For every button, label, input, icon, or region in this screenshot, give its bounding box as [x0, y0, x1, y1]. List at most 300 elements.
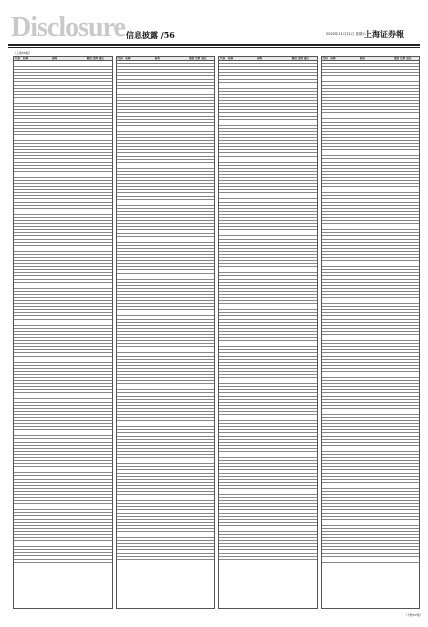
table-cell [125, 517, 154, 519]
table-cell [155, 329, 188, 331]
table-cell [52, 329, 85, 331]
table-cell [188, 538, 195, 540]
table-cell [85, 443, 92, 445]
table-cell [117, 427, 126, 429]
table-cell [360, 363, 393, 365]
table-cell [405, 243, 419, 245]
table-cell [257, 350, 290, 352]
table-cell [117, 357, 126, 359]
table-cell [330, 400, 359, 402]
table-cell [85, 307, 92, 309]
table-cell [405, 107, 419, 109]
table-cell [52, 378, 85, 380]
table-cell [14, 95, 23, 97]
table-cell [405, 424, 419, 426]
table-cell [405, 557, 419, 562]
table-cell [360, 492, 393, 494]
table-cell [200, 292, 214, 294]
table-cell [23, 110, 52, 112]
table-cell [188, 113, 195, 115]
table-cell [330, 363, 359, 365]
table-cell [52, 273, 85, 275]
table-cell [98, 110, 112, 112]
table-cell [290, 252, 297, 254]
table-cell [125, 421, 154, 426]
table-cell [188, 397, 195, 399]
table-cell [322, 273, 331, 275]
table-cell [14, 116, 23, 118]
table-cell [200, 218, 214, 220]
table-cell [98, 218, 112, 220]
table-cell [85, 187, 92, 189]
table-cell [303, 150, 317, 152]
table-cell [23, 313, 52, 315]
table-cell [330, 221, 359, 223]
table-cell [98, 332, 112, 334]
table-cell [393, 61, 400, 63]
table-cell [98, 363, 112, 365]
table-cell [360, 206, 393, 208]
table-cell [52, 123, 85, 125]
table-cell [219, 101, 228, 103]
table-cell [257, 203, 290, 205]
table-cell [85, 258, 92, 260]
table-cell [405, 384, 419, 386]
table-cell [200, 443, 214, 445]
table-cell [188, 495, 195, 500]
table-cell [219, 181, 228, 183]
table-cell [330, 316, 359, 318]
table-cell [23, 350, 52, 352]
table-cell [257, 224, 290, 226]
table-cell [290, 70, 297, 72]
table-cell [228, 421, 257, 423]
table-cell [125, 347, 154, 352]
table-cell [52, 150, 85, 152]
table-cell [200, 480, 214, 482]
table-cell [14, 541, 23, 546]
table-cell [303, 557, 317, 559]
table-cell [322, 215, 331, 217]
table-cell [52, 224, 85, 226]
table-cell [14, 498, 23, 500]
table-cell [155, 504, 188, 506]
table-cell [188, 135, 195, 137]
table-cell [85, 329, 92, 331]
table-cell [155, 104, 188, 106]
table-cell [393, 538, 400, 540]
table-cell [125, 221, 154, 223]
table-cell [117, 452, 126, 454]
table-cell [23, 159, 52, 161]
table-cell [257, 215, 290, 217]
table-cell [23, 150, 52, 152]
table-cell [155, 538, 188, 540]
table-cell [85, 236, 92, 238]
table-cell [322, 175, 331, 177]
table-cell [117, 101, 126, 103]
table-cell [155, 138, 188, 140]
table-cell [257, 267, 290, 272]
table-cell [393, 138, 400, 140]
table-cell [228, 474, 257, 476]
table-cell [14, 104, 23, 106]
table-cell [23, 384, 52, 386]
table-cell [155, 520, 188, 522]
table-cell [228, 92, 257, 94]
table-cell [405, 357, 419, 359]
table-cell [330, 326, 359, 328]
table-cell [290, 489, 297, 494]
table-cell [125, 326, 154, 328]
table-cell [322, 320, 331, 322]
header-note: 备注 [303, 57, 309, 60]
table-cell [14, 403, 23, 405]
table-cell [360, 381, 393, 383]
table-cell [23, 399, 52, 401]
table-cell [228, 461, 257, 463]
table-cell [14, 532, 23, 534]
table-cell [228, 449, 257, 451]
table-cell [188, 95, 195, 97]
table-cell [228, 113, 257, 115]
table-cell [290, 320, 297, 322]
table-cell [322, 67, 331, 69]
table-cell [23, 357, 52, 362]
table-cell [360, 113, 393, 118]
table-cell [23, 156, 52, 158]
table-cell [85, 298, 92, 300]
table-cell [228, 236, 257, 238]
table-cell [257, 163, 290, 165]
table-cell [393, 295, 400, 297]
table-cell [155, 261, 188, 263]
table-cell [52, 295, 85, 297]
table-cell [405, 353, 419, 355]
table-cell [257, 424, 290, 426]
table-cell [330, 138, 359, 140]
table-cell [117, 304, 126, 306]
table-cell [219, 89, 228, 91]
table-cell [85, 190, 92, 192]
table-cell [219, 249, 228, 251]
table-cell [52, 455, 85, 457]
table-cell [200, 393, 214, 395]
table-cell [14, 215, 23, 217]
table-cell [290, 89, 297, 91]
table-cell [98, 556, 112, 558]
table-cell [155, 193, 188, 195]
table-cell [360, 378, 393, 380]
table-cell [322, 400, 331, 402]
table-cell [98, 357, 112, 362]
table-cell [330, 224, 359, 229]
table-cell [303, 117, 317, 119]
table-cell [330, 360, 359, 362]
table-cell [290, 501, 297, 503]
table-column-block [116, 56, 216, 609]
table-cell [393, 150, 400, 155]
table-cell [330, 320, 359, 322]
table-cell [188, 163, 195, 168]
table-cell [322, 110, 331, 112]
table-cell [303, 458, 317, 460]
table-cell [360, 243, 393, 245]
table-cell [52, 301, 85, 303]
table-cell [188, 255, 195, 257]
table-cell [228, 209, 257, 211]
table-cell [322, 283, 331, 285]
table-cell [85, 230, 92, 232]
table-cell [98, 153, 112, 155]
table-cell [117, 138, 126, 140]
table-cell [360, 307, 393, 309]
table-cell [290, 184, 297, 186]
table-cell [257, 427, 290, 429]
table-cell [117, 274, 126, 279]
table-cell [219, 477, 228, 479]
table-cell [85, 480, 92, 482]
table-cell [125, 440, 154, 442]
table-cell [219, 366, 228, 368]
table-cell [14, 166, 23, 168]
table-cell [117, 61, 126, 63]
table-cell [360, 178, 393, 180]
table-cell [14, 73, 23, 75]
table-cell [228, 415, 257, 420]
table-cell [155, 264, 188, 266]
table-cell [303, 215, 317, 217]
table-cell [290, 507, 297, 509]
table-cell [14, 390, 23, 392]
table-cell [393, 313, 400, 315]
table-cell [322, 326, 331, 328]
table-cell [290, 366, 297, 368]
table-cell [330, 215, 359, 217]
table-cell [98, 424, 112, 426]
table-cell [393, 470, 400, 472]
table-cell [155, 126, 188, 131]
table-cell [155, 483, 188, 485]
table-cell [393, 169, 400, 171]
table-cell [360, 310, 393, 312]
table-cell [23, 560, 52, 562]
table-cell [14, 224, 23, 226]
table-cell [360, 267, 393, 269]
table-cell [322, 363, 331, 365]
table-cell [360, 276, 393, 278]
table-cell [393, 517, 400, 519]
table-cell [200, 153, 214, 155]
table-cell [322, 387, 331, 389]
table-cell [257, 378, 290, 383]
table-cell [188, 76, 195, 78]
table-cell [125, 323, 154, 325]
table-cell [188, 267, 195, 269]
table-cell [14, 366, 23, 368]
table-cell [228, 120, 257, 125]
table-cell [330, 196, 359, 198]
table-cell [52, 353, 85, 355]
table-cell [360, 283, 393, 285]
table-cell [14, 495, 23, 497]
table-cell [393, 280, 400, 282]
table-cell [290, 135, 297, 137]
table-cell [52, 261, 85, 263]
table-cell [125, 190, 154, 192]
table-cell [322, 73, 331, 75]
table-cell [14, 261, 23, 263]
table-cell [117, 160, 126, 162]
table-cell [155, 397, 188, 399]
table-cell [290, 421, 297, 423]
table-cell [14, 455, 23, 457]
table-cell [405, 313, 419, 315]
table-cell [98, 187, 112, 189]
table-cell [117, 372, 126, 374]
table-cell [188, 409, 195, 411]
table-cell [360, 421, 393, 423]
table-cell [330, 550, 359, 552]
table-cell [228, 323, 257, 325]
table-cell [360, 532, 393, 534]
table-cell [85, 476, 92, 478]
table-cell [219, 212, 228, 214]
table-cell [14, 538, 23, 540]
table-cell [14, 280, 23, 282]
table-cell [405, 363, 419, 365]
table-cell [14, 243, 23, 245]
table-cell [200, 529, 214, 531]
table-cell [155, 458, 188, 463]
table-cell [303, 547, 317, 549]
table-cell [322, 341, 331, 343]
table-cell [290, 169, 297, 171]
table-cell [219, 403, 228, 405]
table-cell [98, 535, 112, 537]
table-cell [188, 110, 195, 112]
table-cell [303, 166, 317, 168]
table-cell [14, 473, 23, 475]
table-cell [290, 126, 297, 128]
table-cell [228, 267, 257, 272]
table-cell [188, 80, 195, 82]
table-cell [125, 403, 154, 405]
table-cell [200, 83, 214, 85]
table-cell [303, 350, 317, 352]
table-cell [23, 215, 52, 217]
table-cell [330, 258, 359, 260]
table-cell [290, 236, 297, 238]
table-cell [200, 163, 214, 168]
table-cell [155, 523, 188, 525]
table-cell [98, 387, 112, 389]
table-cell [405, 483, 419, 488]
table-cell [322, 418, 331, 420]
table-cell [23, 473, 52, 475]
table-cell [200, 344, 214, 346]
table-column-block [321, 56, 421, 609]
table-cell [322, 329, 331, 331]
table-cell [322, 378, 331, 380]
table-cell [188, 433, 195, 435]
table-cell [98, 181, 112, 183]
table-cell [219, 110, 228, 112]
table-cell [23, 187, 52, 189]
table-cell [117, 255, 126, 257]
table-cell [155, 440, 188, 442]
table-cell [330, 492, 359, 494]
table-cell [52, 126, 85, 128]
table-cell [85, 267, 92, 269]
table-cell [85, 510, 92, 512]
table-cell [188, 224, 195, 226]
table-cell [117, 390, 126, 392]
table-cell [303, 157, 317, 162]
table-cell [290, 532, 297, 534]
table-cell [360, 132, 393, 134]
table-cell [257, 126, 290, 128]
table-cell [290, 557, 297, 559]
table-cell [290, 246, 297, 248]
table-cell [188, 264, 195, 266]
table-cell [14, 406, 23, 408]
table-cell [125, 366, 154, 368]
table-cell [188, 89, 195, 94]
table-cell [52, 538, 85, 540]
table-cell [228, 126, 257, 128]
table-cell [98, 436, 112, 438]
table-cell [228, 495, 257, 497]
table-cell [200, 175, 214, 177]
table-cell [52, 221, 85, 223]
table-cell [360, 280, 393, 282]
table-cell [117, 449, 126, 451]
table-cell [330, 489, 359, 491]
table-cell [303, 390, 317, 392]
table-cell [405, 393, 419, 395]
table-cell [360, 544, 393, 546]
table-cell [117, 280, 126, 282]
header-code: 代码 [322, 57, 328, 60]
table-cell [14, 526, 23, 528]
table-cell [52, 535, 85, 537]
table-cell [188, 440, 195, 442]
table-cell [125, 138, 154, 140]
table-cell [360, 467, 393, 469]
table-cell [303, 353, 317, 355]
table-cell [393, 544, 400, 546]
table-cell [257, 301, 290, 303]
table-cell [228, 369, 257, 371]
table-cell [155, 292, 188, 294]
table-cell [23, 95, 52, 97]
table-column-block [218, 56, 318, 609]
table-cell [393, 104, 400, 106]
table-cell [85, 384, 92, 386]
table-cell [219, 80, 228, 82]
table-cell [219, 397, 228, 399]
table-cell [330, 353, 359, 355]
table-cell [303, 144, 317, 146]
table-cell [14, 240, 23, 242]
table-rows [14, 61, 112, 608]
table-cell [52, 338, 85, 340]
table-cell [188, 415, 195, 417]
table-cell [23, 409, 52, 411]
table-cell [125, 181, 154, 183]
table-cell [98, 230, 112, 232]
